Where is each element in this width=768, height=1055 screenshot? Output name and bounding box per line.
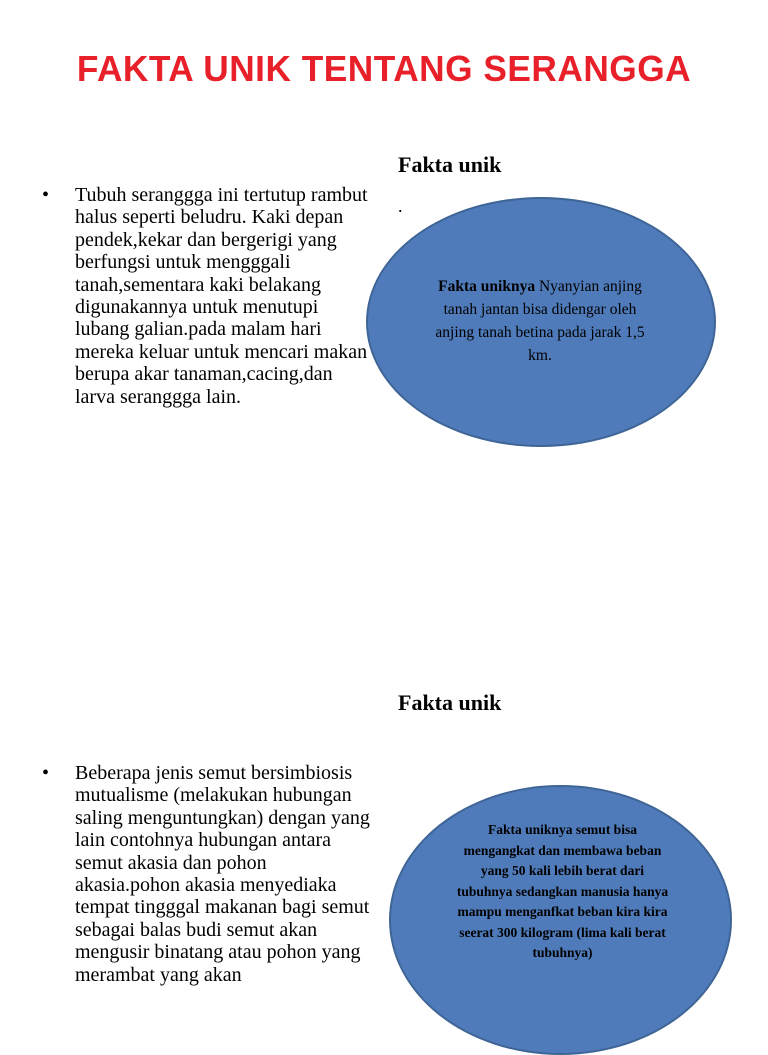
section-1-heading: Fakta unik: [398, 152, 502, 177]
section-1-dot: .: [398, 196, 403, 216]
section-1-ellipse-body: Nyanyian anjing tanah jantan bisa didengar oleh anjing tanah betina pada jarak 1,5 km.: [435, 278, 645, 364]
section-2-heading: Fakta unik: [398, 690, 502, 715]
section-2-ellipse-text: Fakta uniknya semut bisa mengangkat dan membawa beban yang 50 kali lebih berat dari tubuhnya sedangkan manusia hanya mampu menganfkat beban kira kira seerat 300 kilogram (lima kali berat tubuhnya): [456, 822, 669, 960]
bullet-mark: •: [42, 762, 50, 784]
section-2-bullet-text: Beberapa jenis semut bersimbiosis mutualisme (melakukan hubungan saling menguntungkan) dengan yang lain contohnya hubungan antara semut akasia dan pohon akasia.pohon akasia menyediaka tempat tingggal makanan bagi semut sebagai balas budi semut akan mengusir binatang atau pohon yang merambat yang akan: [75, 762, 370, 986]
section-1-ellipse-label: Fakta uniknya: [438, 278, 536, 295]
section-1-bullet-text: Tubuh seranggga ini tertutup rambut halus seperti beludru. Kaki depan pendek,kekar dan bergerigi yang berfungsi untuk mengggali tanah,sementara kaki belakang digunakannya untuk menutupi lubang galian.pada malam hari mereka keluar untuk mencari makan berupa akar tanaman,cacing,dan larva seranggga lain.: [75, 184, 368, 408]
section-1-ellipse-text: [430, 275, 650, 367]
page-title: FAKTA UNIK TENTANG SERANGGA: [76, 48, 692, 89]
bullet-mark: •: [42, 184, 50, 206]
